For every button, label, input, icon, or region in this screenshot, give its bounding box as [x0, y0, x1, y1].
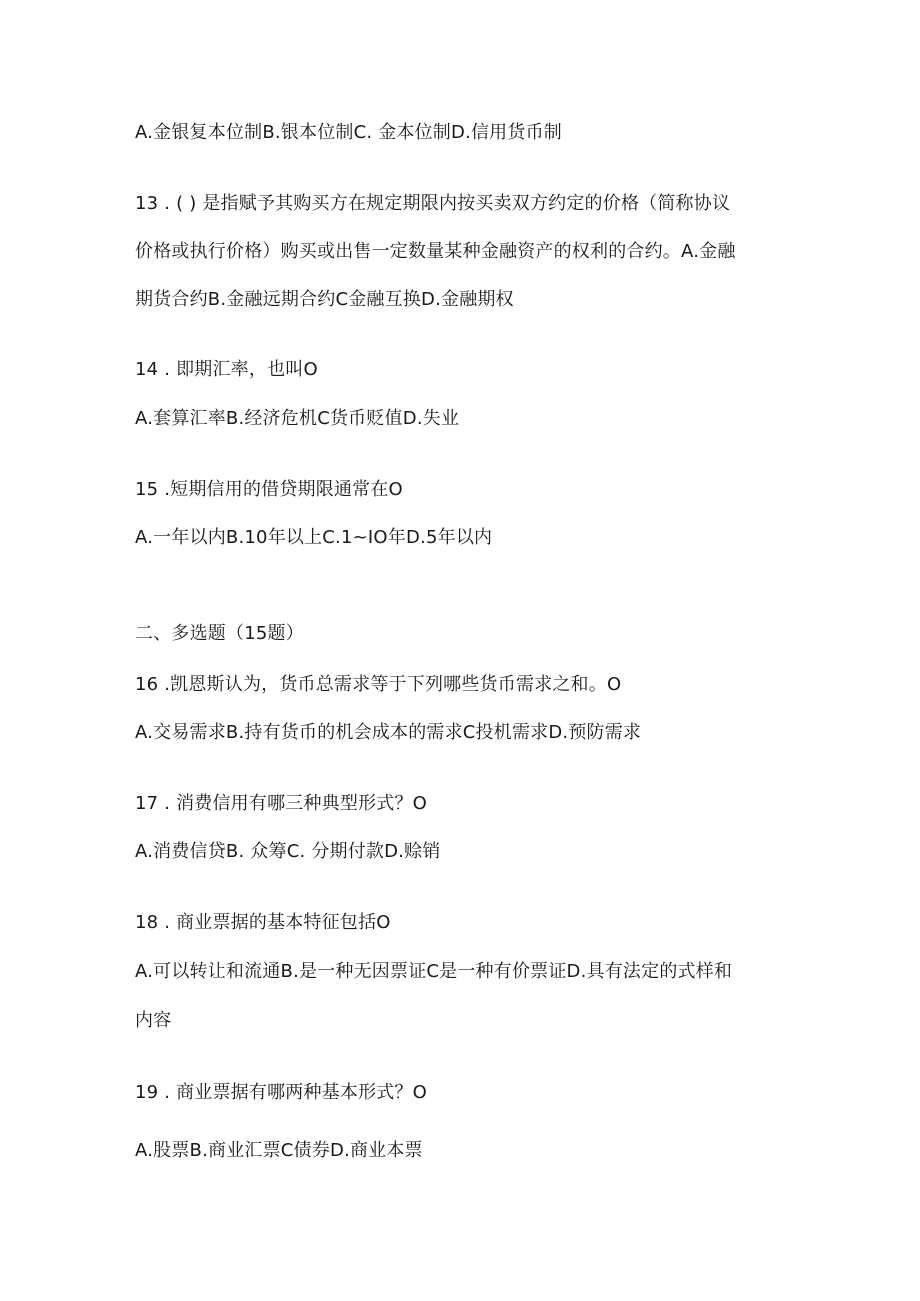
q18-options-line1: A.可以转让和流通B.是一种无因票证C是一种有价票证D.具有法定的式样和	[135, 961, 733, 982]
q13-question-line1: 13 . ( ) 是指赋予其购买方在规定期限内按买卖双方约定的价格（简称协议	[135, 193, 731, 214]
q15-options: A.一年以内B.10年以上C.1~IO年D.5年以内	[135, 527, 493, 548]
q18-question: 18 . 商业票据的基本特征包括O	[135, 912, 391, 933]
q19-question: 19 . 商业票据有哪两种基本形式？O	[135, 1082, 428, 1103]
q16-options: A.交易需求B.持有货币的机会成本的需求C投机需求D.预防需求	[135, 722, 642, 743]
q19-options: A.股票B.商业汇票C债券D.商业本票	[135, 1140, 423, 1161]
q17-options: A.消费信贷B. 众筹C. 分期付款D.赊销	[135, 841, 441, 862]
q14-options: A.套算汇率B.经济危机C货币贬值D.失业	[135, 408, 460, 429]
q15-question: 15 .短期信用的借贷期限通常在O	[135, 479, 403, 500]
q16-question: 16 .凯恩斯认为，货币总需求等于下列哪些货币需求之和。O	[135, 674, 622, 695]
q14-question: 14 . 即期汇率，也叫O	[135, 359, 318, 380]
q13-question-line2: 价格或执行价格）购买或出售一定数量某种金融资产的权利的合约。A.金融	[135, 241, 736, 262]
section-heading-multiple-choice: 二、多选题（15题）	[135, 623, 304, 644]
q13-options: 期货合约B.金融远期合约C金融互换D.金融期权	[135, 289, 514, 310]
q18-options-line2: 内容	[135, 1010, 172, 1031]
q17-question: 17 . 消费信用有哪三种典型形式？O	[135, 793, 428, 814]
q12-options: A.金银复本位制B.银本位制C. 金本位制D.信用货币制	[135, 122, 562, 143]
